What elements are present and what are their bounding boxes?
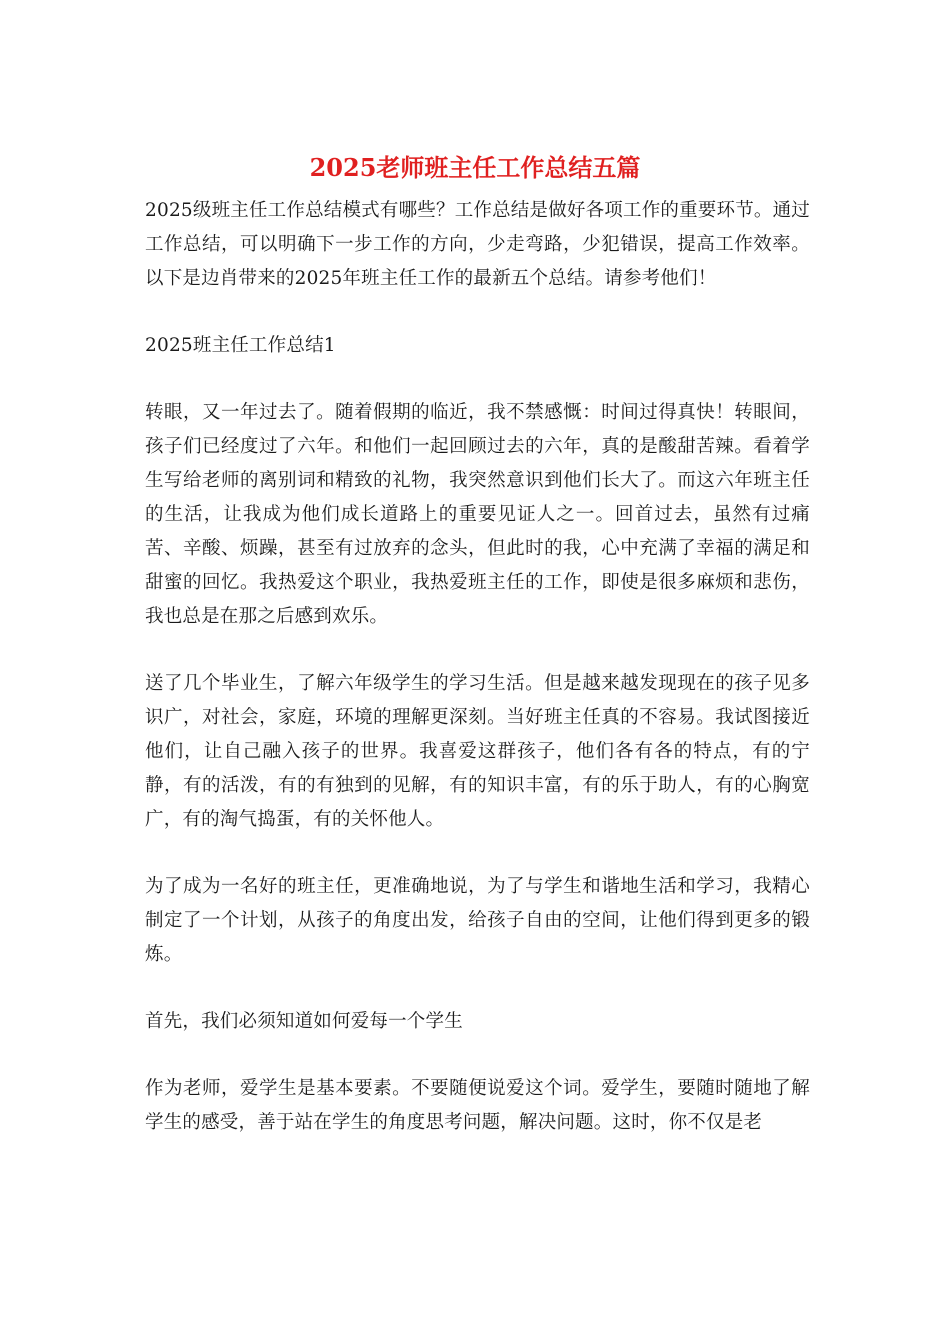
body-paragraph: 送了几个毕业生，了解六年级学生的学习生活。但是越来越发现现在的孩子见多识广，对社会，家庭，环境的理解更深刻。当好班主任真的不容易。我试图接近他们，让自己融入孩子的世界。我喜爱这群孩子，他们各有各的特点，有的宁静，有的活泼，有的有独到的见解，有的知识丰富，有的乐于助人，有的心胸宽广，有的淘气捣蛋，有的关怀他人。 bbox=[145, 673, 810, 830]
body-paragraph: 转眼，又一年过去了。随着假期的临近，我不禁感慨：时间过得真快！转眼间，孩子们已经度过了六年。和他们一起回顾过去的六年，真的是酸甜苦辣。看着学生写给老师的离别词和精致的礼物，我突然意识到他们长大了。而这六年班主任的生活，让我成为他们成长道路上的重要见证人之一。回首过去，虽然有过痛苦、辛酸、烦躁，甚至有过放弃的念头，但此时的我，心中充满了幸福的满足和甜蜜的回忆。我热爱这个职业，我热爱班主任的工作，即使是很多麻烦和悲伤，我也总是在那之后感到欢乐。 bbox=[145, 402, 810, 627]
document-title: 2025老师班主任工作总结五篇 bbox=[309, 153, 641, 182]
document-body bbox=[145, 194, 810, 1173]
subheading-paragraph: 首先，我们必须知道如何爱每一个学生 bbox=[145, 1011, 463, 1032]
body-paragraph: 作为老师，爱学生是基本要素。不要随便说爱这个词。爱学生，要随时随地了解学生的感受，善于站在学生的角度思考问题，解决问题。这时，你不仅是老 bbox=[145, 1078, 810, 1133]
body-paragraph: 为了成为一名好的班主任，更准确地说，为了与学生和谐地生活和学习，我精心制定了一个计划，从孩子的角度出发，给孩子自由的空间，让他们得到更多的锻炼。 bbox=[145, 876, 810, 965]
section-heading: 2025班主任工作总结1 bbox=[145, 335, 336, 356]
intro-paragraph: 2025级班主任工作总结模式有哪些？工作总结是做好各项工作的重要环节。通过工作总结，可以明确下一步工作的方向，少走弯路，少犯错误，提高工作效率。以下是边肖带来的2025年班主任工作的最新五个总结。请参考他们！ bbox=[145, 200, 810, 289]
